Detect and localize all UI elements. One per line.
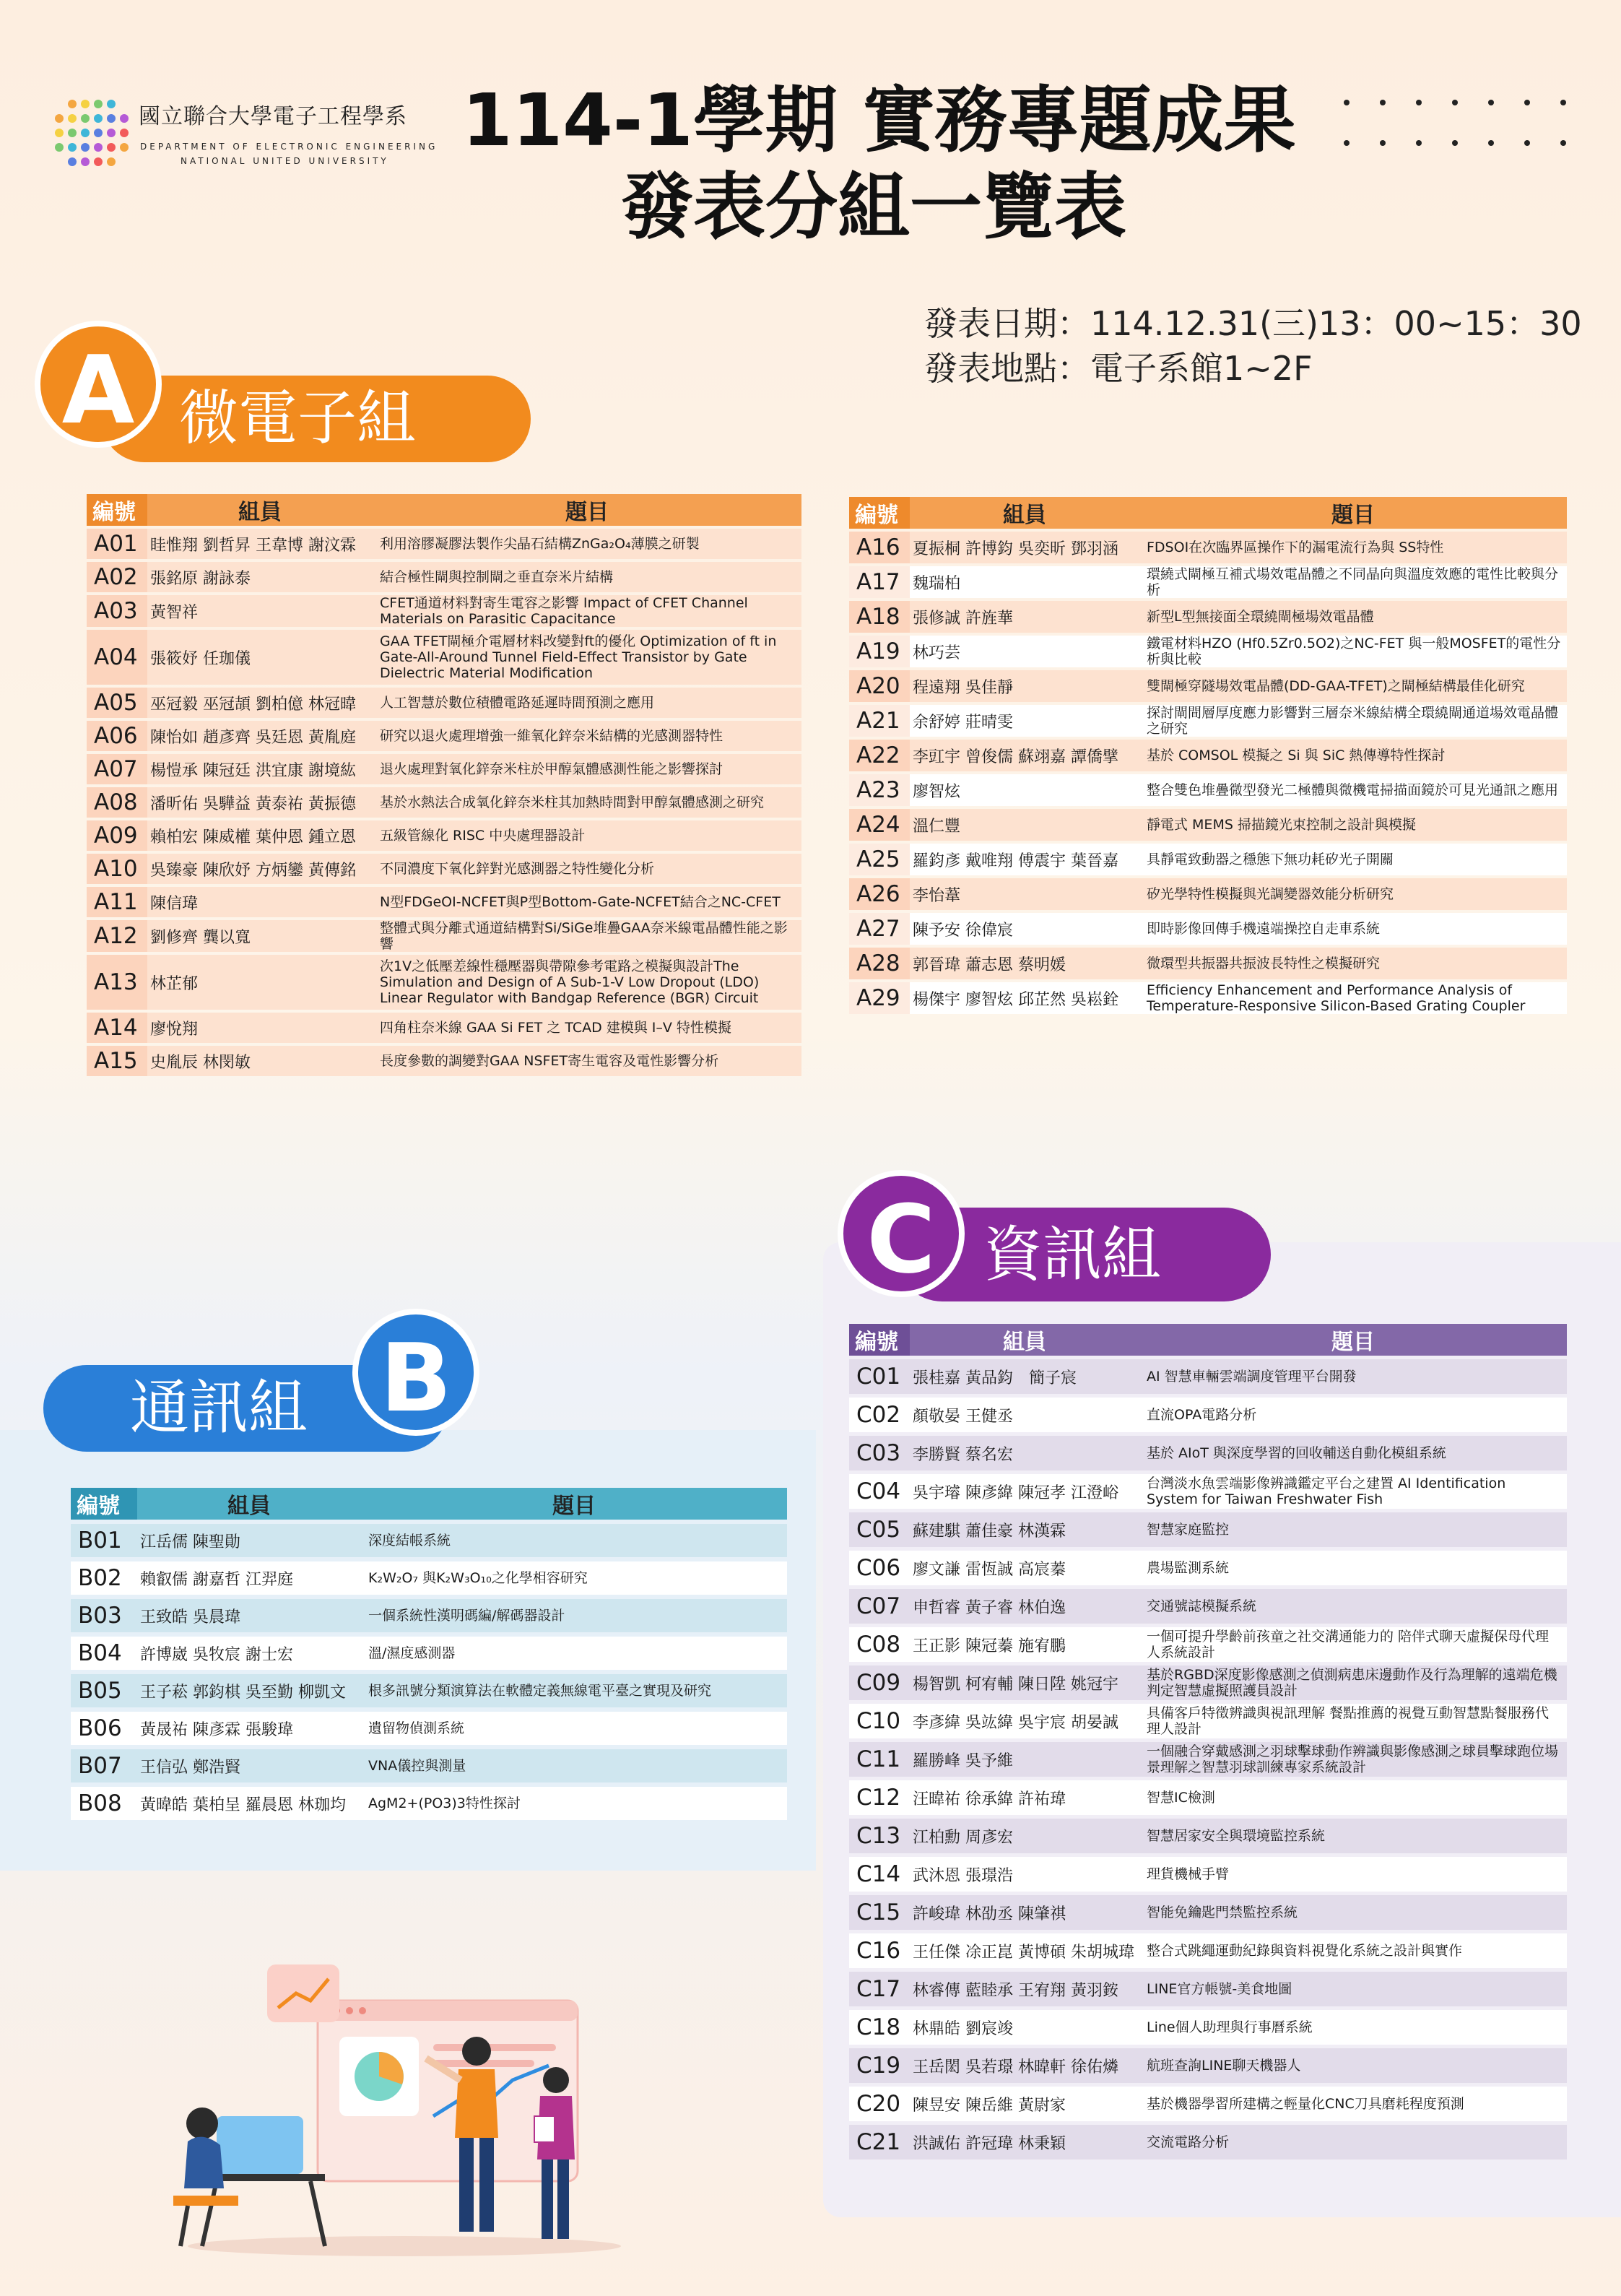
project-members: 汪暐祐 徐承緯 許祐瑋 <box>910 1780 1139 1815</box>
table-row <box>87 595 801 627</box>
project-topic: 理貨機械手臂 <box>1139 1857 1567 1892</box>
table-row <box>849 1819 1567 1853</box>
project-topic: 一個系統性漢明碼編/解碼器設計 <box>361 1599 787 1632</box>
table-row <box>87 630 801 685</box>
project-topic: 研究以退火處理增強一維氧化鋅奈米結構的光感測器特性 <box>373 721 801 751</box>
project-topic: FDSOI在次臨界區操作下的漏電流行為與 SS特性 <box>1139 532 1567 563</box>
project-code: C11 <box>849 1742 910 1777</box>
column-header-code: 編號 <box>849 1324 910 1356</box>
section-b-letter: B <box>352 1309 479 1436</box>
table-row <box>849 1895 1567 1930</box>
project-members: 劉修齊 龔以寬 <box>147 920 373 952</box>
project-topic: 直流OPA電路分析 <box>1139 1398 1567 1432</box>
project-members: 王信弘 鄭浩賢 <box>137 1749 361 1782</box>
section-b-table <box>71 1483 787 1824</box>
table-row <box>849 1742 1567 1777</box>
project-topic: 智慧居家安全與環境監控系統 <box>1139 1819 1567 1853</box>
project-code: A08 <box>87 787 147 818</box>
project-topic: 長度參數的調變對GAA NSFET寄生電容及電性影響分析 <box>373 1046 801 1076</box>
project-topic: 利用溶膠凝膠法製作尖晶石結構ZnGa₂O₄薄膜之研製 <box>373 529 801 559</box>
section-a-banner <box>101 376 531 462</box>
project-topic: LINE官方帳號-美食地圖 <box>1139 1972 1567 2006</box>
project-topic: 台灣淡水魚雲端影像辨識鑑定平台之建置 AI Identification System for Taiwan Freshwater Fish <box>1139 1474 1567 1509</box>
project-code: A11 <box>87 887 147 917</box>
table-row <box>849 2087 1567 2121</box>
table-row <box>87 754 801 784</box>
section-b-name: 通訊組 <box>130 1374 308 1442</box>
project-topic: 具靜電致動器之穩態下無功耗矽光子開關 <box>1139 844 1567 875</box>
table-row <box>87 787 801 818</box>
project-topic: 基於RGBD深度影像感測之偵測病患床邊動作及行為理解的遠端危機判定智慧虛擬照護員設計 <box>1139 1665 1567 1700</box>
table-row <box>849 982 1567 1014</box>
project-code: A03 <box>87 595 147 627</box>
table-row <box>849 1474 1567 1509</box>
project-code: C02 <box>849 1398 910 1432</box>
project-code: C03 <box>849 1436 910 1470</box>
department-name-en: DEPARTMENT OF ELECTRONIC ENGINEERING <box>140 142 438 152</box>
project-code: A28 <box>849 948 910 979</box>
project-topic: 不同濃度下氧化鋅對光感測器之特性變化分析 <box>373 854 801 884</box>
project-members: 陳怡如 趙彥齊 吳廷恩 黃胤庭 <box>147 721 373 751</box>
project-members: 吳臻豪 陳欣妤 方炳鑾 黃傳銘 <box>147 854 373 884</box>
project-members: 王正影 陳冠蓁 施宥鵬 <box>910 1627 1139 1662</box>
table-row <box>849 1512 1567 1547</box>
column-header-code: 編號 <box>71 1488 137 1520</box>
presentation-illustration <box>173 1943 635 2261</box>
project-code: A21 <box>849 705 910 737</box>
decorative-dots-icon <box>1339 95 1578 153</box>
project-members: 張桂嘉 黃品鈞 簡子宸 <box>910 1359 1139 1394</box>
project-topic: AgM2+(PO3)3特性探討 <box>361 1787 787 1820</box>
column-header-code: 編號 <box>87 494 147 526</box>
project-topic: 整體式與分離式通道結構對Si/SiGe堆疊GAA奈米線電晶體性能之影響 <box>373 920 801 952</box>
table-row <box>71 1787 787 1820</box>
project-members: 余舒婷 莊晴雯 <box>910 705 1139 737</box>
project-code: A09 <box>87 820 147 851</box>
table-row <box>849 1933 1567 1968</box>
project-topic: Line個人助理與行事曆系統 <box>1139 2010 1567 2045</box>
project-code: C01 <box>849 1359 910 1394</box>
project-code: B01 <box>71 1524 137 1557</box>
project-members: 郭晉瑋 蕭志恩 蔡明媛 <box>910 948 1139 979</box>
project-code: A20 <box>849 670 910 702</box>
project-code: A13 <box>87 955 147 1010</box>
project-code: C08 <box>849 1627 910 1662</box>
section-a-name: 微電子組 <box>179 384 417 453</box>
project-members: 黃晟祐 陳彥霖 張駿瑋 <box>137 1712 361 1745</box>
project-members: 溫仁豐 <box>910 809 1139 841</box>
project-members: 廖文謙 雷恆誠 高宸蓁 <box>910 1551 1139 1585</box>
project-members: 賴叡儒 謝嘉哲 江羿庭 <box>137 1561 361 1595</box>
project-members: 夏振桐 許博鈞 吳奕昕 鄧羽涵 <box>910 532 1139 563</box>
table-row <box>71 1637 787 1670</box>
table-row <box>849 1857 1567 1892</box>
project-topic: 整合式跳繩運動紀錄與資料視覺化系統之設計與實作 <box>1139 1933 1567 1968</box>
section-c-table <box>849 1320 1567 2163</box>
page-title-line1: 114-1學期 實務專題成果 <box>462 78 1296 163</box>
table-row <box>71 1712 787 1745</box>
table-row <box>71 1561 787 1595</box>
project-code: C21 <box>849 2125 910 2159</box>
department-logo <box>52 92 442 172</box>
column-header-code: 編號 <box>849 497 910 529</box>
project-code: B06 <box>71 1712 137 1745</box>
project-members: 江柏勳 周彥宏 <box>910 1819 1139 1853</box>
column-header-members: 組員 <box>910 1324 1139 1356</box>
table-row <box>71 1524 787 1557</box>
university-name-en: NATIONAL UNITED UNIVERSITY <box>181 156 389 166</box>
column-header-topic: 題目 <box>1139 497 1567 529</box>
project-code: C16 <box>849 1933 910 1968</box>
table-row <box>849 1627 1567 1662</box>
project-code: C19 <box>849 2048 910 2083</box>
project-topic: 遺留物偵測系統 <box>361 1712 787 1745</box>
project-members: 王致皓 吳晨瑋 <box>137 1599 361 1632</box>
project-topic: 新型L型無接面全環繞閘極場效電晶體 <box>1139 601 1567 633</box>
project-code: B02 <box>71 1561 137 1595</box>
project-code: B08 <box>71 1787 137 1820</box>
project-topic: 矽光學特性模擬與光調變器效能分析研究 <box>1139 878 1567 910</box>
table-row <box>71 1749 787 1782</box>
project-code: B07 <box>71 1749 137 1782</box>
project-members: 許博崴 吳牧宸 謝士宏 <box>137 1637 361 1670</box>
project-topic: 一個融合穿戴感測之羽球擊球動作辨識與影像感測之球員擊球跑位場景理解之智慧羽球訓練專家系統設計 <box>1139 1742 1567 1777</box>
table-row <box>71 1599 787 1632</box>
project-members: 李彥緯 吳竑緯 吳宇宸 胡晏誠 <box>910 1704 1139 1738</box>
column-header-topic: 題目 <box>1139 1324 1567 1356</box>
table-row <box>849 878 1567 910</box>
project-members: 潘昕佑 吳驊益 黃泰祐 黃振德 <box>147 787 373 818</box>
table-row <box>849 1972 1567 2006</box>
table-row <box>849 2125 1567 2159</box>
section-c-name: 資訊組 <box>983 1221 1162 1289</box>
project-members: 羅勝峰 吳予維 <box>910 1742 1139 1777</box>
project-members: 廖悅翔 <box>147 1013 373 1043</box>
table-row <box>87 529 801 559</box>
table-row <box>87 820 801 851</box>
project-members: 林鼎皓 劉宸竣 <box>910 2010 1139 2045</box>
project-code: B05 <box>71 1674 137 1707</box>
project-members: 張銘原 謝詠泰 <box>147 562 373 592</box>
project-members: 楊愷承 陳冠廷 洪宜康 謝境紘 <box>147 754 373 784</box>
project-members: 廖智炫 <box>910 774 1139 806</box>
table-row <box>849 740 1567 771</box>
project-members: 武沐恩 張璟浩 <box>910 1857 1139 1892</box>
table-row <box>849 1551 1567 1585</box>
project-members: 林芷郁 <box>147 955 373 1010</box>
table-row <box>87 887 801 917</box>
project-code: A29 <box>849 982 910 1014</box>
project-topic: 微環型共振器共振波長特性之模擬研究 <box>1139 948 1567 979</box>
event-place: 發表地點：電子系館1~2F <box>924 349 1313 388</box>
table-row <box>849 670 1567 702</box>
column-header-members: 組員 <box>137 1488 361 1520</box>
project-members: 巫冠毅 巫冠頡 劉柏億 林冠暐 <box>147 688 373 718</box>
project-code: A12 <box>87 920 147 952</box>
project-topic: 溫/濕度感測器 <box>361 1637 787 1670</box>
project-members: 李豇宇 曾俊儒 蘇翊嘉 譚僑擘 <box>910 740 1139 771</box>
table-row <box>849 809 1567 841</box>
table-row <box>87 920 801 952</box>
project-members: 張筱妤 任珈儀 <box>147 630 373 685</box>
project-code: C14 <box>849 1857 910 1892</box>
table-row <box>849 1780 1567 1815</box>
table-row <box>849 601 1567 633</box>
project-members: 陳予安 徐偉宸 <box>910 913 1139 945</box>
project-topic: 深度結帳系統 <box>361 1524 787 1557</box>
table-row <box>849 636 1567 667</box>
project-code: C07 <box>849 1589 910 1624</box>
project-code: A04 <box>87 630 147 685</box>
project-code: A17 <box>849 566 910 598</box>
project-code: A25 <box>849 844 910 875</box>
section-a-table-right <box>849 494 1567 1017</box>
project-topic: 基於水熱法合成氧化鋅奈米柱其加熱時間對甲醇氣體感測之研究 <box>373 787 801 818</box>
project-members: 江岳儒 陳聖勛 <box>137 1524 361 1557</box>
project-members: 楊智凱 柯宥輔 陳日陞 姚冠宇 <box>910 1665 1139 1700</box>
project-code: C09 <box>849 1665 910 1700</box>
table-row <box>849 1436 1567 1470</box>
project-code: A16 <box>849 532 910 563</box>
project-code: A06 <box>87 721 147 751</box>
project-code: C20 <box>849 2087 910 2121</box>
project-topic: 環繞式閘極互補式場效電晶體之不同晶向與溫度效應的電性比較與分析 <box>1139 566 1567 598</box>
project-topic: 鐵電材料HZO (Hf0.5Zr0.5O2)之NC-FET 與一般MOSFET的電性分析與比較 <box>1139 636 1567 667</box>
project-code: C13 <box>849 1819 910 1853</box>
table-row <box>849 913 1567 945</box>
project-code: C15 <box>849 1895 910 1930</box>
project-topic: 具備客戶特徵辨識與視訊理解 餐點推薦的視覺互動智慧點餐服務代理人設計 <box>1139 1704 1567 1738</box>
table-row <box>87 1013 801 1043</box>
project-code: A24 <box>849 809 910 841</box>
table-row <box>849 1589 1567 1624</box>
project-topic: 根多訊號分類演算法在軟體定義無線電平臺之實現及研究 <box>361 1674 787 1707</box>
table-row <box>849 1704 1567 1738</box>
project-code: A02 <box>87 562 147 592</box>
project-code: C12 <box>849 1780 910 1815</box>
project-members: 王岳閎 吳若璟 林暐軒 徐佑燐 <box>910 2048 1139 2083</box>
project-members: 張修誠 許旌華 <box>910 601 1139 633</box>
project-code: A18 <box>849 601 910 633</box>
table-row <box>849 566 1567 598</box>
project-code: A26 <box>849 878 910 910</box>
project-topic: 退火處理對氧化鋅奈米柱於甲醇氣體感測性能之影響探討 <box>373 754 801 784</box>
project-code: A27 <box>849 913 910 945</box>
table-row <box>71 1674 787 1707</box>
table-row <box>87 1046 801 1076</box>
project-code: A22 <box>849 740 910 771</box>
table-row <box>849 2048 1567 2083</box>
project-topic: 基於 COMSOL 模擬之 Si 與 SiC 熱傳導特性探討 <box>1139 740 1567 771</box>
project-topic: 雙閘極穿隧場效電晶體(DD-GAA-TFET)之閘極結構最佳化研究 <box>1139 670 1567 702</box>
project-topic: 航班查詢LINE聊天機器人 <box>1139 2048 1567 2083</box>
event-date: 發表日期：114.12.31(三)13：00~15：30 <box>924 304 1582 343</box>
project-topic: 結合極性閘與控制閘之垂直奈米片結構 <box>373 562 801 592</box>
section-a-table-left <box>87 491 801 1079</box>
project-code: A19 <box>849 636 910 667</box>
table-row <box>87 688 801 718</box>
project-topic: K₂W₂O₇ 與K₂W₃O₁₀之化學相容研究 <box>361 1561 787 1595</box>
project-code: C06 <box>849 1551 910 1585</box>
project-topic: 基於 AIoT 與深度學習的回收輔送自動化模組系統 <box>1139 1436 1567 1470</box>
project-members: 羅鈞彥 戴唯翔 傅震宇 葉晉嘉 <box>910 844 1139 875</box>
project-members: 楊傑宇 廖智炫 邱芷然 吳崧銓 <box>910 982 1139 1014</box>
project-code: A07 <box>87 754 147 784</box>
project-topic: 交通號誌模擬系統 <box>1139 1589 1567 1624</box>
project-topic: 四角柱奈米線 GAA Si FET 之 TCAD 建模與 I–V 特性模擬 <box>373 1013 801 1043</box>
project-topic: 人工智慧於數位積體電路延遲時間預測之應用 <box>373 688 801 718</box>
project-members: 許峻瑋 林劭丞 陳肇祺 <box>910 1895 1139 1930</box>
table-row <box>849 705 1567 737</box>
project-members: 陳昱安 陳岳維 黃尉家 <box>910 2087 1139 2121</box>
section-c-letter: C <box>838 1170 965 1297</box>
project-code: C17 <box>849 1972 910 2006</box>
logo-dots-icon <box>52 97 130 169</box>
project-code: A15 <box>87 1046 147 1076</box>
project-code: A05 <box>87 688 147 718</box>
project-topic: 五級管線化 RISC 中央處理器設計 <box>373 820 801 851</box>
project-members: 史胤辰 林閔敏 <box>147 1046 373 1076</box>
project-members: 吳宇璿 陳彥緯 陳冠孝 江澄峪 <box>910 1474 1139 1509</box>
project-topic: 整合雙色堆疊微型發光二極體與微機電掃描面鏡於可見光通訊之應用 <box>1139 774 1567 806</box>
project-topic: 即時影像回傳手機遠端操控自走車系統 <box>1139 913 1567 945</box>
project-topic: 探討閘間層厚度應力影響對三層奈米線結構全環繞閘通道場效電晶體之研究 <box>1139 705 1567 737</box>
page-title-line2: 發表分組一覽表 <box>621 165 1126 249</box>
project-code: C05 <box>849 1512 910 1547</box>
table-row <box>849 948 1567 979</box>
table-row <box>849 1359 1567 1394</box>
section-a-letter: A <box>35 321 162 448</box>
table-row <box>849 1665 1567 1700</box>
project-members: 黃智祥 <box>147 595 373 627</box>
project-members: 洪誠佑 許冠瑋 林秉穎 <box>910 2125 1139 2159</box>
table-row <box>87 955 801 1010</box>
project-members: 申哲睿 黃子睿 林伯逸 <box>910 1589 1139 1624</box>
project-code: C10 <box>849 1704 910 1738</box>
table-row <box>87 854 801 884</box>
project-topic: 靜電式 MEMS 掃描鏡光束控制之設計與模擬 <box>1139 809 1567 841</box>
project-members: 程遠翔 吳佳靜 <box>910 670 1139 702</box>
department-name-zh: 國立聯合大學電子工程學系 <box>139 104 407 129</box>
project-topic: 農場監測系統 <box>1139 1551 1567 1585</box>
project-members: 黃暐皓 葉柏呈 羅晨恩 林珈均 <box>137 1787 361 1820</box>
project-members: 眭惟翔 劉哲昇 王韋博 謝汶霖 <box>147 529 373 559</box>
project-topic: 智能免鑰匙門禁監控系統 <box>1139 1895 1567 1930</box>
project-code: C18 <box>849 2010 910 2045</box>
project-code: A10 <box>87 854 147 884</box>
project-members: 蘇建騏 蕭佳豪 林漢霖 <box>910 1512 1139 1547</box>
project-code: A14 <box>87 1013 147 1043</box>
project-topic: AI 智慧車輛雲端調度管理平台開發 <box>1139 1359 1567 1394</box>
project-code: B04 <box>71 1637 137 1670</box>
project-topic: 智慧IC檢測 <box>1139 1780 1567 1815</box>
project-members: 顏敬晏 王健丞 <box>910 1398 1139 1432</box>
table-row <box>849 844 1567 875</box>
column-header-members: 組員 <box>147 494 373 526</box>
project-topic: 次1V之低壓差線性穩壓器與帶隙參考電路之模擬與設計The Simulation and Design of A Sub-1-V Low Dropout (LDO) Linear Regulator with Bandgap Reference (BGR) Circuit <box>373 955 801 1010</box>
table-row <box>849 774 1567 806</box>
project-members: 魏瑞柏 <box>910 566 1139 598</box>
project-topic: GAA TFET閘極介電層材料改變對ft的優化 Optimization of ft in Gate-All-Around Tunnel Field-Effect Transistor by Gate Dielectric Material Modification <box>373 630 801 685</box>
project-topic: 一個可提升學齡前孩童之社交溝通能力的 陪伴式聊天虛擬保母代理人系統設計 <box>1139 1627 1567 1662</box>
project-code: A01 <box>87 529 147 559</box>
project-members: 李勝賢 蔡名宏 <box>910 1436 1139 1470</box>
project-topic: VNA儀控與測量 <box>361 1749 787 1782</box>
project-code: B03 <box>71 1599 137 1632</box>
project-topic: 智慧家庭監控 <box>1139 1512 1567 1547</box>
project-topic: CFET通道材料對寄生電容之影響 Impact of CFET Channel Materials on Parasitic Capacitance <box>373 595 801 627</box>
project-members: 林巧芸 <box>910 636 1139 667</box>
table-row <box>849 1398 1567 1432</box>
table-row <box>87 562 801 592</box>
project-topic: 交流電路分析 <box>1139 2125 1567 2159</box>
column-header-topic: 題目 <box>373 494 801 526</box>
project-topic: 基於機器學習所建構之輕量化CNC刀具磨耗程度預測 <box>1139 2087 1567 2121</box>
project-code: C04 <box>849 1474 910 1509</box>
project-code: A23 <box>849 774 910 806</box>
project-topic: Efficiency Enhancement and Performance Analysis of Temperature-Responsive Silicon-Based Grating Coupler <box>1139 982 1567 1014</box>
project-members: 李怡葦 <box>910 878 1139 910</box>
table-row <box>849 532 1567 563</box>
table-row <box>849 2010 1567 2045</box>
project-members: 王子菘 郭鈞棋 吳至勤 柳凱文 <box>137 1674 361 1707</box>
project-topic: N型FDGeOI-NCFET與P型Bottom-Gate-NCFET結合之NC-CFET <box>373 887 801 917</box>
project-members: 陳信瑋 <box>147 887 373 917</box>
table-row <box>87 721 801 751</box>
project-members: 賴柏宏 陳威權 葉仲恩 鍾立恩 <box>147 820 373 851</box>
project-members: 王任傑 凃正崑 黃博碩 朱胡城瑋 <box>910 1933 1139 1968</box>
column-header-members: 組員 <box>910 497 1139 529</box>
project-members: 林睿傳 藍睦承 王宥翔 黃羽銨 <box>910 1972 1139 2006</box>
column-header-topic: 題目 <box>361 1488 787 1520</box>
